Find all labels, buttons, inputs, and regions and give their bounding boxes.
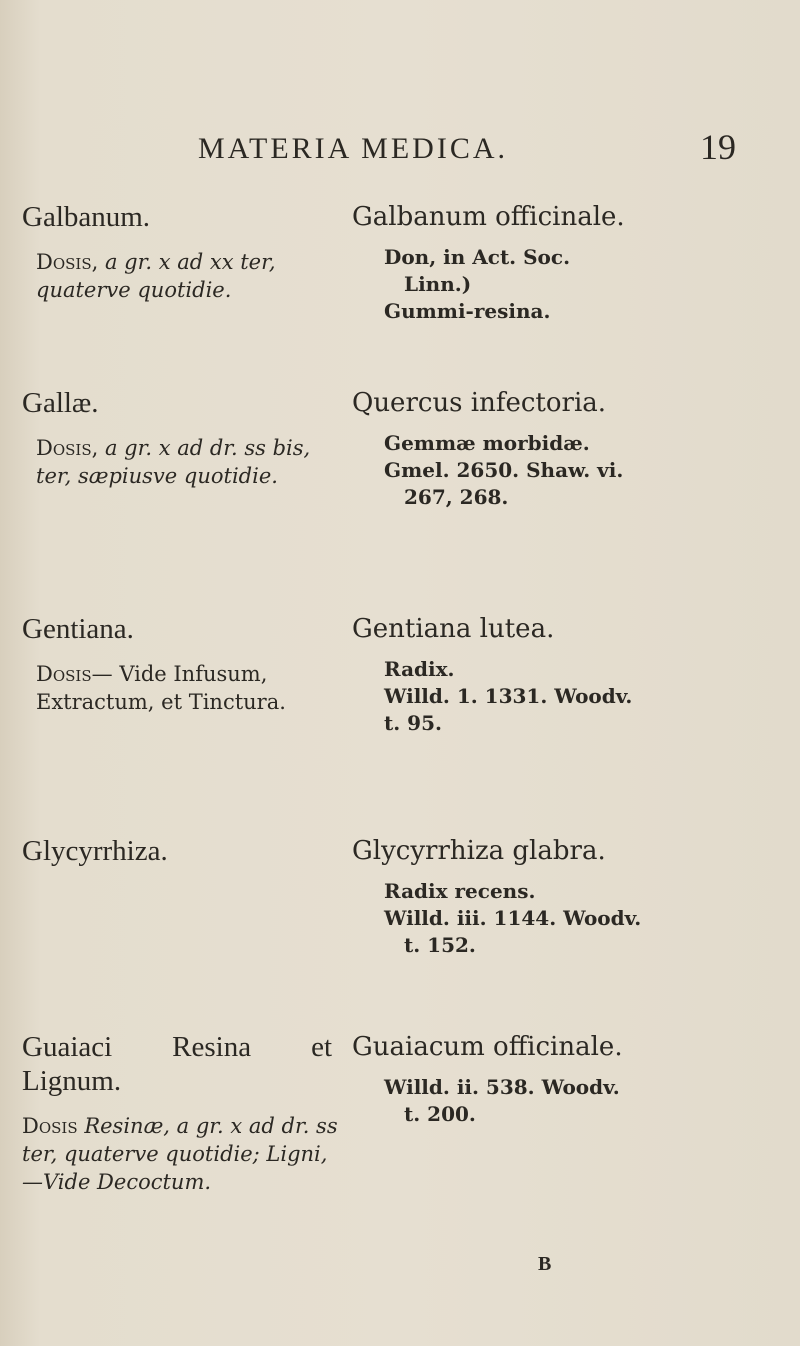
drug-name: Gentiana. — [22, 613, 134, 645]
dose-label: Dosis, — [36, 250, 99, 274]
detail-line: Willd. iii. 1144. Woodv. — [384, 906, 642, 930]
dose-text — [22, 248, 336, 304]
running-title: MATERIA MEDICA. — [198, 132, 509, 165]
drug-name: Galbanum. — [22, 201, 151, 233]
botanical-name: Glycyrrhiza glabra. — [352, 836, 606, 866]
botanical-details — [352, 656, 794, 737]
entry-right-column — [352, 200, 800, 325]
drug-name-continued: Lignum. — [22, 1065, 122, 1097]
detail-line: Radix. — [384, 657, 455, 681]
page-header — [0, 127, 800, 172]
detail-line: Radix recens. — [384, 879, 536, 903]
detail-line: 267, 268. — [404, 485, 509, 509]
detail-line: t. 200. — [404, 1102, 476, 1126]
detail-line: t. 95. — [384, 711, 442, 735]
botanical-name: Galbanum officinale. — [352, 202, 625, 232]
entry-left-column — [22, 834, 352, 868]
botanical-name: Guaiacum officinale. — [352, 1032, 623, 1062]
dose-text — [22, 660, 336, 716]
dose-label: Dosis— — [36, 662, 113, 686]
entry-left-column — [22, 612, 352, 716]
drug-name: Glycyrrhiza. — [22, 835, 168, 867]
dose-instructions: Vide Infusum, Extractum, et Tinctura. — [36, 662, 286, 714]
dose-label: Dosis — [22, 1114, 78, 1138]
detail-line: Linn.) — [404, 272, 472, 296]
entry-left-column — [22, 200, 352, 304]
botanical-details — [352, 878, 794, 959]
drug-name: Gallæ. — [22, 387, 99, 419]
botanical-name: Gentiana lutea. — [352, 614, 555, 644]
entry-left-column — [22, 1030, 352, 1196]
entry-left-column — [22, 386, 352, 490]
botanical-details — [352, 430, 794, 511]
dose-text — [22, 1112, 342, 1196]
dose-text — [22, 434, 336, 490]
dose-instructions: Resinæ, a gr. x ad dr. ss ter, quaterve quotidie; Ligni,—Vide Decoctum. — [22, 1114, 338, 1194]
entry-right-column — [352, 834, 800, 959]
dose-label: Dosis, — [36, 436, 99, 460]
signature-mark: B — [538, 1253, 552, 1275]
detail-line: Gmel. 2650. Shaw. vi. — [384, 458, 624, 482]
botanical-details — [352, 244, 794, 325]
detail-line: Don, in Act. Soc. — [384, 245, 571, 269]
dose-instructions: a gr. x ad xx ter, quaterve quotidie. — [36, 250, 276, 302]
dose-instructions: a gr. x ad dr. ss bis, ter, sæpiusve quotidie. — [36, 436, 311, 488]
detail-line: Willd. ii. 538. Woodv. — [384, 1075, 620, 1099]
detail-line: Gemmæ morbidæ. — [384, 431, 590, 455]
botanical-name: Quercus infectoria. — [352, 388, 607, 418]
entry-right-column — [352, 612, 800, 737]
detail-line: Willd. 1. 1331. Woodv. — [384, 684, 633, 708]
botanical-details — [352, 1074, 794, 1128]
drug-name: Guaiaci Resina et — [22, 1031, 332, 1063]
detail-line: t. 152. — [404, 933, 476, 957]
entry-right-column — [352, 1030, 800, 1128]
entry-right-column — [352, 386, 800, 511]
page-number: 19 — [700, 127, 736, 167]
detail-line: Gummi-resina. — [384, 299, 551, 323]
